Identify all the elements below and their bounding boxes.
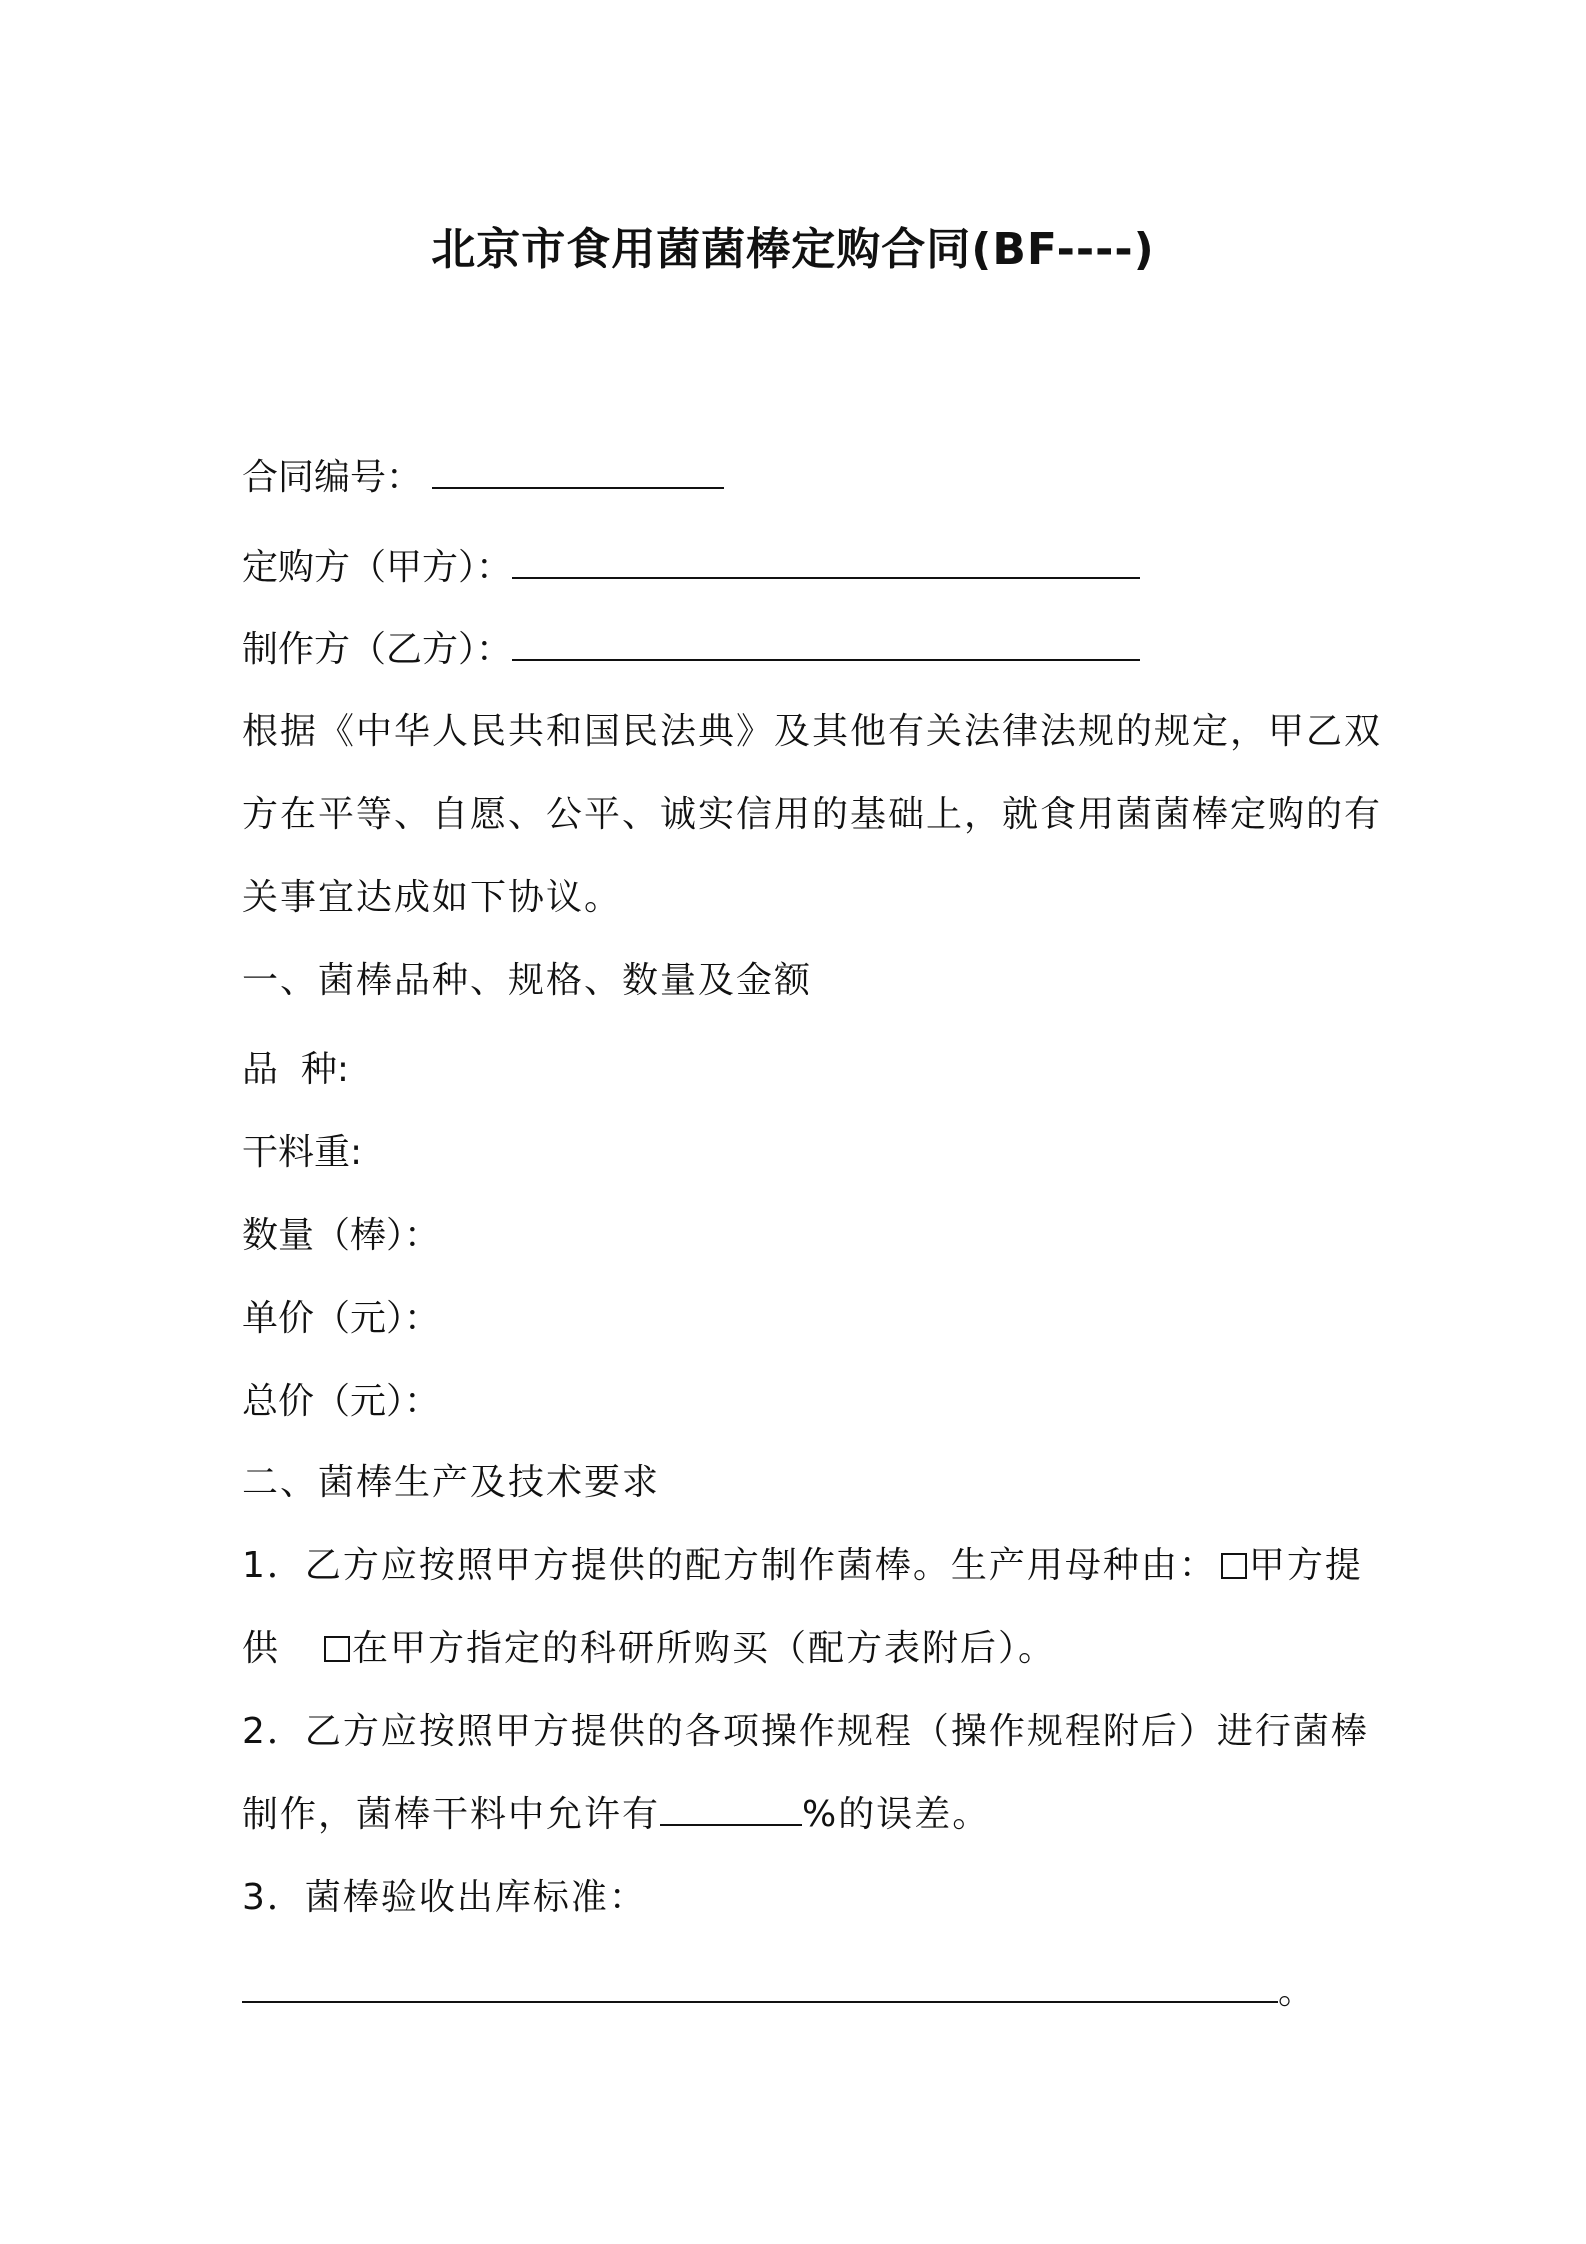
contract-number-field[interactable]: [432, 457, 724, 489]
buyer-provides-checkbox[interactable]: [1221, 1553, 1247, 1579]
maker-field[interactable]: [512, 629, 1140, 661]
quantity-field-label: 数量（棒）：: [242, 1215, 441, 1256]
item-2-text-b: %的误差。: [802, 1794, 991, 1835]
section-1-heading: 一、菌棒品种、规格、数量及金额: [242, 960, 813, 1001]
item-3-line: 3．菌棒验收出库标准：: [242, 1877, 647, 1918]
maker-line: [242, 626, 1140, 674]
acceptance-standard-line: [242, 1968, 1314, 2016]
variety-field-label: 品 种:: [242, 1049, 350, 1090]
item-1-text-b: 甲方提: [1248, 1545, 1363, 1586]
section-2-heading: 二、菌棒生产及技术要求: [242, 1462, 661, 1503]
item-1-line-2: [242, 1625, 1056, 1673]
maker-label: 制作方（乙方）：: [242, 629, 513, 670]
contract-number-line: [242, 454, 724, 502]
item-1-text-c: 供: [242, 1628, 281, 1669]
acceptance-standard-end: 。: [1278, 1971, 1315, 2012]
preamble-line-2: 方在平等、自愿、公平、诚实信用的基础上，就食用菌菌棒定购的有: [242, 794, 1383, 835]
preamble-line-3: 关事宜达成如下协议。: [242, 877, 623, 918]
item-1-line-1: [242, 1542, 1363, 1590]
buyer-label: 定购方（甲方）：: [242, 547, 513, 588]
item-2-text-a: 制作，菌棒干料中允许有: [242, 1794, 661, 1835]
buyer-line: [242, 544, 1140, 592]
item-1-text-d: 在甲方指定的科研所购买（配方表附后）。: [352, 1628, 1057, 1669]
institute-purchase-checkbox[interactable]: [324, 1636, 350, 1662]
error-percent-field[interactable]: [660, 1794, 802, 1826]
item-2-line-1: 2．乙方应按照甲方提供的各项操作规程（操作规程附后）进行菌棒: [242, 1711, 1369, 1752]
dry-weight-field-label: 干料重:: [242, 1132, 363, 1173]
total-price-field-label: 总价（元）：: [242, 1381, 441, 1422]
unit-price-field-label: 单价（元）：: [242, 1298, 441, 1339]
preamble-line-1: 根据《中华人民共和国民法典》及其他有关法律法规的规定，甲乙双: [242, 711, 1383, 752]
buyer-field[interactable]: [512, 547, 1140, 579]
contract-number-label: 合同编号：: [242, 457, 423, 498]
acceptance-standard-field[interactable]: [242, 1971, 1278, 2003]
document-title: 北京市食用菌菌棒定购合同(BF----): [431, 224, 1155, 275]
item-2-line-2: [242, 1791, 990, 1839]
item-1-text-a: 1．乙方应按照甲方提供的配方制作菌棒。生产用母种由：: [242, 1545, 1217, 1586]
